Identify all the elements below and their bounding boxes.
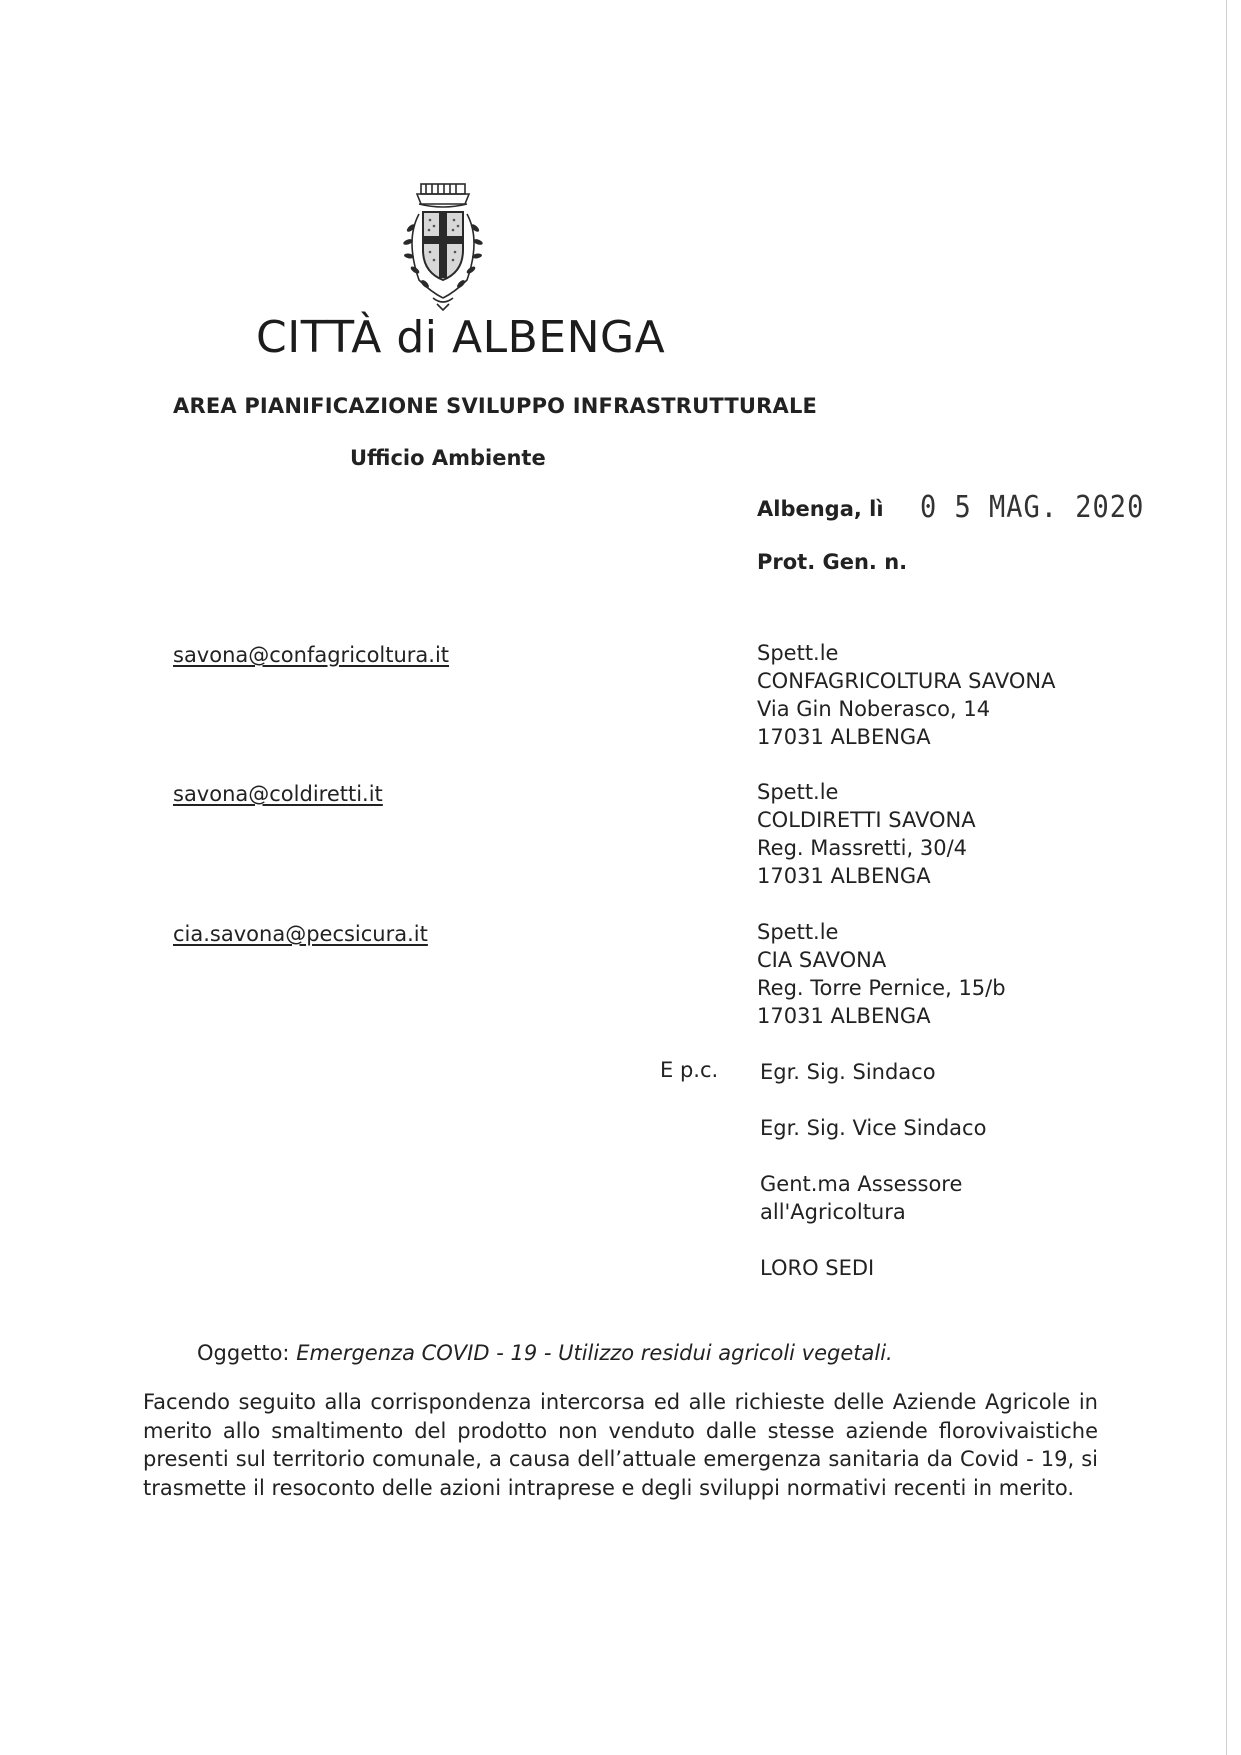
recipient-street: Via Gin Noberasco, 14 [757, 697, 991, 721]
protocol-number: Prot. Gen. n. [757, 550, 908, 574]
subject-line [197, 1341, 893, 1365]
city-title: CITTÀ di ALBENGA [256, 312, 666, 363]
coat-of-arms-icon [393, 180, 493, 312]
recipient-salutation: Spett.le [757, 920, 839, 944]
dateline-place: Albenga, lì [757, 497, 884, 521]
recipient-salutation: Spett.le [757, 780, 839, 804]
recipient-email-link[interactable]: savona@coldiretti.it [173, 782, 383, 806]
recipient-city: 17031 ALBENGA [757, 725, 931, 749]
subject-text: Emergenza COVID - 19 - Utilizzo residui agricoli vegetali. [296, 1341, 893, 1365]
body-paragraph: Facendo seguito alla corrispondenza intercorsa ed alle richieste delle Aziende Agricole in merito allo smaltimento del prodotto non venduto dalle stesse aziende florovivaistiche presenti sul territorio comunale, a causa dell’attuale emergenza sanitaria da Covid - 19, si trasmette il resoconto delle azioni intraprese e degli sviluppi normativi recenti in merito. [143, 1390, 1098, 1500]
recipient-name: COLDIRETTI SAVONA [757, 808, 976, 832]
recipient-address-block [757, 778, 976, 890]
cc-vice-mayor: Egr. Sig. Vice Sindaco [760, 1116, 987, 1140]
recipient-address-block [757, 639, 1055, 751]
page-edge-line [1226, 0, 1227, 1755]
cc-mayor: Egr. Sig. Sindaco [760, 1060, 936, 1084]
subject-label: Oggetto: [197, 1341, 290, 1365]
cc-assessor-role: all'Agricoltura [760, 1200, 906, 1224]
recipient-email-link[interactable]: savona@confagricoltura.it [173, 643, 450, 667]
date-stamp: 0 5 MAG. 2020 [920, 490, 1145, 525]
recipient-name: CONFAGRICOLTURA SAVONA [757, 669, 1056, 693]
cc-assessor-title: Gent.ma Assessore [760, 1172, 963, 1196]
recipient-salutation: Spett.le [757, 641, 839, 665]
recipient-street: Reg. Massretti, 30/4 [757, 836, 968, 860]
cc-closing: LORO SEDI [760, 1256, 875, 1280]
recipient-name: CIA SAVONA [757, 948, 887, 972]
copy-to-label: E p.c. [660, 1058, 719, 1082]
cc-assessor [760, 1170, 962, 1226]
recipient-address-block [757, 918, 1006, 1030]
recipient-email-link[interactable]: cia.savona@pecsicura.it [173, 922, 428, 946]
recipient-street: Reg. Torre Pernice, 15/b [757, 976, 1006, 1000]
office-name: Ufficio Ambiente [350, 446, 546, 470]
recipient-city: 17031 ALBENGA [757, 864, 931, 888]
recipient-city: 17031 ALBENGA [757, 1004, 931, 1028]
department-name: AREA PIANIFICAZIONE SVILUPPO INFRASTRUTTURALE [173, 394, 818, 418]
